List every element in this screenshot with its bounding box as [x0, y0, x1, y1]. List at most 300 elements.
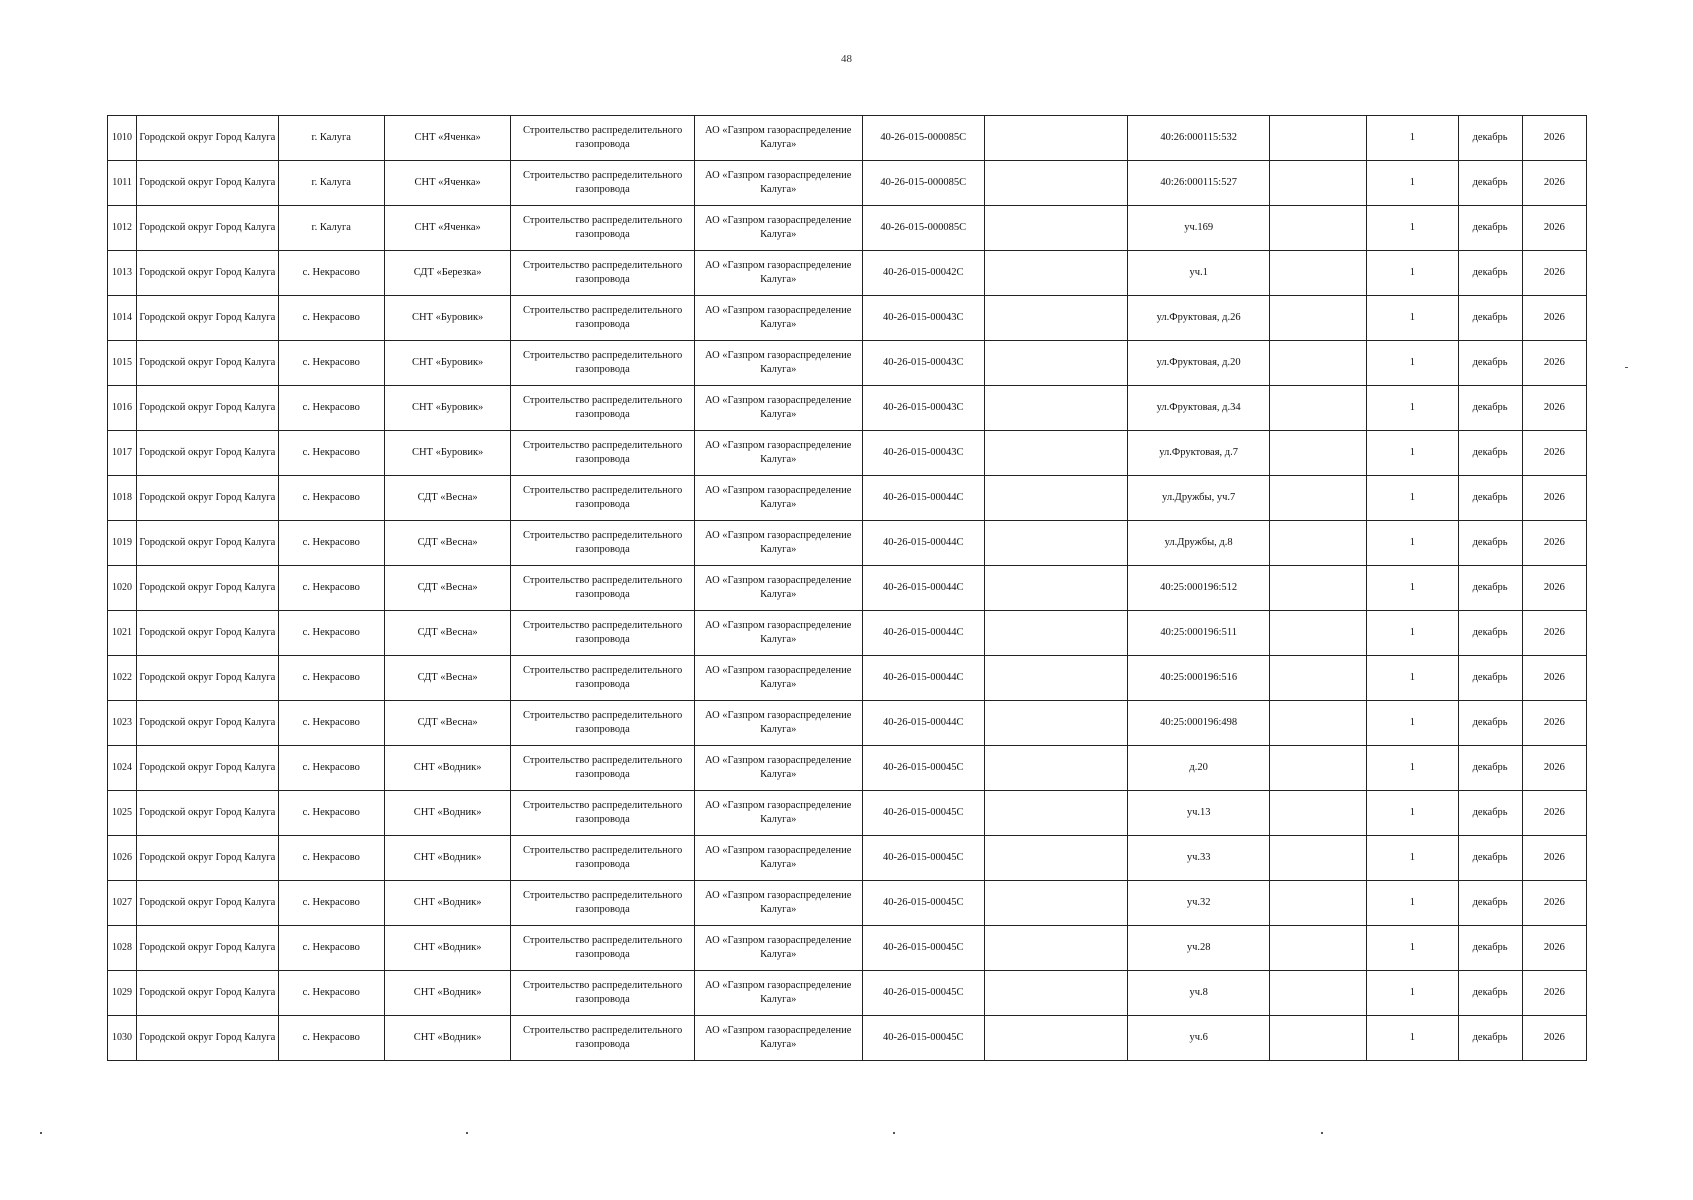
quantity-cell: 1	[1367, 251, 1458, 296]
object-code-cell: 40-26-015-00045С	[862, 926, 984, 971]
year-cell: 2026	[1522, 746, 1586, 791]
month-cell: декабрь	[1458, 881, 1522, 926]
object-cell: СДТ «Весна»	[384, 611, 510, 656]
row-number-cell: 1030	[108, 1016, 137, 1061]
year-cell: 2026	[1522, 161, 1586, 206]
locality-cell: с. Некрасово	[278, 341, 384, 386]
organization-cell: АО «Газпром газораспределение Калуга»	[694, 836, 862, 881]
table-row	[108, 836, 1587, 881]
empty-cell	[1269, 701, 1366, 746]
object-cell: СНТ «Буровик»	[384, 431, 510, 476]
address-cell: ул.Фруктовая, д.26	[1128, 296, 1269, 341]
address-cell: уч.33	[1128, 836, 1269, 881]
row-number-cell: 1022	[108, 656, 137, 701]
district-cell: Городской округ Город Калуга	[137, 971, 278, 1016]
work-type-cell: Строительство распределительного газопровода	[511, 656, 695, 701]
month-cell: декабрь	[1458, 566, 1522, 611]
quantity-cell: 1	[1367, 971, 1458, 1016]
work-type-cell: Строительство распределительного газопровода	[511, 431, 695, 476]
organization-cell: АО «Газпром газораспределение Калуга»	[694, 476, 862, 521]
object-cell: СДТ «Весна»	[384, 521, 510, 566]
empty-cell	[984, 431, 1127, 476]
table-row	[108, 521, 1587, 566]
object-code-cell: 40-26-015-000085С	[862, 206, 984, 251]
empty-cell	[984, 476, 1127, 521]
empty-cell	[984, 971, 1127, 1016]
organization-cell: АО «Газпром газораспределение Калуга»	[694, 1016, 862, 1061]
work-type-cell: Строительство распределительного газопровода	[511, 161, 695, 206]
table-row	[108, 971, 1587, 1016]
address-cell: ул.Фруктовая, д.34	[1128, 386, 1269, 431]
work-type-cell: Строительство распределительного газопровода	[511, 1016, 695, 1061]
organization-cell: АО «Газпром газораспределение Калуга»	[694, 431, 862, 476]
table-row	[108, 566, 1587, 611]
work-type-cell: Строительство распределительного газопровода	[511, 251, 695, 296]
year-cell: 2026	[1522, 386, 1586, 431]
district-cell: Городской округ Город Калуга	[137, 431, 278, 476]
locality-cell: с. Некрасово	[278, 431, 384, 476]
quantity-cell: 1	[1367, 701, 1458, 746]
object-code-cell: 40-26-015-000085С	[862, 116, 984, 161]
object-cell: СНТ «Водник»	[384, 836, 510, 881]
empty-cell	[1269, 341, 1366, 386]
year-cell: 2026	[1522, 431, 1586, 476]
row-number-cell: 1028	[108, 926, 137, 971]
district-cell: Городской округ Город Калуга	[137, 116, 278, 161]
district-cell: Городской округ Город Калуга	[137, 1016, 278, 1061]
object-code-cell: 40-26-015-000085С	[862, 161, 984, 206]
object-cell: СНТ «Яченка»	[384, 116, 510, 161]
empty-cell	[1269, 296, 1366, 341]
empty-cell	[984, 386, 1127, 431]
object-code-cell: 40-26-015-00043С	[862, 431, 984, 476]
object-cell: СДТ «Весна»	[384, 701, 510, 746]
address-cell: 40:26:000115:527	[1128, 161, 1269, 206]
table-row	[108, 206, 1587, 251]
year-cell: 2026	[1522, 881, 1586, 926]
locality-cell: г. Калуга	[278, 116, 384, 161]
object-cell: СДТ «Березка»	[384, 251, 510, 296]
row-number-cell: 1013	[108, 251, 137, 296]
address-cell: д.20	[1128, 746, 1269, 791]
address-cell: ул.Дружбы, д.8	[1128, 521, 1269, 566]
month-cell: декабрь	[1458, 926, 1522, 971]
object-code-cell: 40-26-015-00045С	[862, 791, 984, 836]
quantity-cell: 1	[1367, 791, 1458, 836]
organization-cell: АО «Газпром газораспределение Калуга»	[694, 926, 862, 971]
address-cell: 40:26:000115:532	[1128, 116, 1269, 161]
quantity-cell: 1	[1367, 296, 1458, 341]
work-type-cell: Строительство распределительного газопровода	[511, 791, 695, 836]
work-type-cell: Строительство распределительного газопровода	[511, 296, 695, 341]
organization-cell: АО «Газпром газораспределение Калуга»	[694, 116, 862, 161]
locality-cell: с. Некрасово	[278, 476, 384, 521]
empty-cell	[984, 791, 1127, 836]
work-type-cell: Строительство распределительного газопровода	[511, 116, 695, 161]
row-number-cell: 1026	[108, 836, 137, 881]
month-cell: декабрь	[1458, 521, 1522, 566]
object-cell: СНТ «Водник»	[384, 971, 510, 1016]
year-cell: 2026	[1522, 611, 1586, 656]
empty-cell	[1269, 161, 1366, 206]
empty-cell	[984, 116, 1127, 161]
table-row	[108, 926, 1587, 971]
organization-cell: АО «Газпром газораспределение Калуга»	[694, 746, 862, 791]
object-code-cell: 40-26-015-00042С	[862, 251, 984, 296]
table-row	[108, 386, 1587, 431]
month-cell: декабрь	[1458, 431, 1522, 476]
table-row	[108, 431, 1587, 476]
object-code-cell: 40-26-015-00045С	[862, 1016, 984, 1061]
address-cell: 40:25:000196:511	[1128, 611, 1269, 656]
empty-cell	[1269, 746, 1366, 791]
row-number-cell: 1015	[108, 341, 137, 386]
table-body	[108, 116, 1587, 1061]
object-code-cell: 40-26-015-00044С	[862, 521, 984, 566]
empty-cell	[1269, 476, 1366, 521]
empty-cell	[1269, 206, 1366, 251]
table-row	[108, 161, 1587, 206]
organization-cell: АО «Газпром газораспределение Калуга»	[694, 341, 862, 386]
empty-cell	[984, 701, 1127, 746]
district-cell: Городской округ Город Калуга	[137, 386, 278, 431]
empty-cell	[1269, 656, 1366, 701]
object-code-cell: 40-26-015-00044С	[862, 611, 984, 656]
object-code-cell: 40-26-015-00045С	[862, 881, 984, 926]
month-cell: декабрь	[1458, 611, 1522, 656]
empty-cell	[984, 611, 1127, 656]
locality-cell: с. Некрасово	[278, 701, 384, 746]
address-cell: уч.13	[1128, 791, 1269, 836]
district-cell: Городской округ Город Калуга	[137, 206, 278, 251]
object-code-cell: 40-26-015-00043С	[862, 341, 984, 386]
organization-cell: АО «Газпром газораспределение Калуга»	[694, 296, 862, 341]
object-cell: СНТ «Буровик»	[384, 386, 510, 431]
address-cell: 40:25:000196:498	[1128, 701, 1269, 746]
year-cell: 2026	[1522, 206, 1586, 251]
work-type-cell: Строительство распределительного газопровода	[511, 881, 695, 926]
district-cell: Городской округ Город Калуга	[137, 161, 278, 206]
quantity-cell: 1	[1367, 116, 1458, 161]
empty-cell	[984, 656, 1127, 701]
empty-cell	[984, 296, 1127, 341]
work-type-cell: Строительство распределительного газопровода	[511, 926, 695, 971]
organization-cell: АО «Газпром газораспределение Калуга»	[694, 206, 862, 251]
empty-cell	[984, 521, 1127, 566]
object-cell: СДТ «Весна»	[384, 656, 510, 701]
object-cell: СНТ «Яченка»	[384, 206, 510, 251]
empty-cell	[984, 251, 1127, 296]
district-cell: Городской округ Город Калуга	[137, 251, 278, 296]
empty-cell	[1269, 566, 1366, 611]
quantity-cell: 1	[1367, 1016, 1458, 1061]
empty-cell	[984, 881, 1127, 926]
district-cell: Городской округ Город Калуга	[137, 341, 278, 386]
organization-cell: АО «Газпром газораспределение Калуга»	[694, 161, 862, 206]
locality-cell: с. Некрасово	[278, 521, 384, 566]
locality-cell: с. Некрасово	[278, 971, 384, 1016]
table-row	[108, 611, 1587, 656]
row-number-cell: 1010	[108, 116, 137, 161]
empty-cell	[1269, 251, 1366, 296]
table-row	[108, 296, 1587, 341]
month-cell: декабрь	[1458, 341, 1522, 386]
object-code-cell: 40-26-015-00043С	[862, 296, 984, 341]
address-cell: уч.1	[1128, 251, 1269, 296]
year-cell: 2026	[1522, 116, 1586, 161]
address-cell: 40:25:000196:516	[1128, 656, 1269, 701]
organization-cell: АО «Газпром газораспределение Калуга»	[694, 251, 862, 296]
address-cell: уч.8	[1128, 971, 1269, 1016]
quantity-cell: 1	[1367, 611, 1458, 656]
work-type-cell: Строительство распределительного газопровода	[511, 836, 695, 881]
organization-cell: АО «Газпром газораспределение Калуга»	[694, 701, 862, 746]
object-cell: СНТ «Водник»	[384, 1016, 510, 1061]
month-cell: декабрь	[1458, 296, 1522, 341]
organization-cell: АО «Газпром газораспределение Калуга»	[694, 521, 862, 566]
quantity-cell: 1	[1367, 926, 1458, 971]
locality-cell: г. Калуга	[278, 161, 384, 206]
locality-cell: с. Некрасово	[278, 251, 384, 296]
table-row	[108, 881, 1587, 926]
quantity-cell: 1	[1367, 881, 1458, 926]
organization-cell: АО «Газпром газораспределение Калуга»	[694, 881, 862, 926]
object-cell: СНТ «Водник»	[384, 881, 510, 926]
month-cell: декабрь	[1458, 701, 1522, 746]
empty-cell	[1269, 386, 1366, 431]
month-cell: декабрь	[1458, 1016, 1522, 1061]
month-cell: декабрь	[1458, 836, 1522, 881]
quantity-cell: 1	[1367, 386, 1458, 431]
object-cell: СНТ «Водник»	[384, 791, 510, 836]
empty-cell	[984, 566, 1127, 611]
work-type-cell: Строительство распределительного газопровода	[511, 746, 695, 791]
object-cell: СНТ «Яченка»	[384, 161, 510, 206]
work-type-cell: Строительство распределительного газопровода	[511, 701, 695, 746]
page-number: 48	[841, 53, 852, 65]
year-cell: 2026	[1522, 476, 1586, 521]
district-cell: Городской округ Город Калуга	[137, 656, 278, 701]
work-type-cell: Строительство распределительного газопровода	[511, 971, 695, 1016]
work-type-cell: Строительство распределительного газопровода	[511, 206, 695, 251]
year-cell: 2026	[1522, 566, 1586, 611]
table-row	[108, 341, 1587, 386]
object-cell: СНТ «Буровик»	[384, 341, 510, 386]
month-cell: декабрь	[1458, 476, 1522, 521]
district-cell: Городской округ Город Калуга	[137, 611, 278, 656]
address-cell: ул.Фруктовая, д.20	[1128, 341, 1269, 386]
table-row	[108, 656, 1587, 701]
empty-cell	[1269, 1016, 1366, 1061]
row-number-cell: 1020	[108, 566, 137, 611]
object-code-cell: 40-26-015-00044С	[862, 701, 984, 746]
empty-cell	[984, 836, 1127, 881]
month-cell: декабрь	[1458, 206, 1522, 251]
empty-cell	[1269, 881, 1366, 926]
scan-speck	[1321, 1132, 1323, 1134]
row-number-cell: 1023	[108, 701, 137, 746]
row-number-cell: 1017	[108, 431, 137, 476]
empty-cell	[1269, 521, 1366, 566]
district-cell: Городской округ Город Калуга	[137, 746, 278, 791]
year-cell: 2026	[1522, 836, 1586, 881]
work-type-cell: Строительство распределительного газопровода	[511, 476, 695, 521]
address-cell: ул.Дружбы, уч.7	[1128, 476, 1269, 521]
address-cell: уч.6	[1128, 1016, 1269, 1061]
table-row	[108, 116, 1587, 161]
object-code-cell: 40-26-015-00045С	[862, 971, 984, 1016]
empty-cell	[984, 206, 1127, 251]
object-code-cell: 40-26-015-00044С	[862, 566, 984, 611]
scan-speck	[40, 1132, 42, 1134]
object-cell: СНТ «Водник»	[384, 926, 510, 971]
object-code-cell: 40-26-015-00044С	[862, 656, 984, 701]
quantity-cell: 1	[1367, 836, 1458, 881]
empty-cell	[984, 926, 1127, 971]
row-number-cell: 1014	[108, 296, 137, 341]
work-type-cell: Строительство распределительного газопровода	[511, 566, 695, 611]
row-number-cell: 1024	[108, 746, 137, 791]
year-cell: 2026	[1522, 656, 1586, 701]
table-row	[108, 251, 1587, 296]
empty-cell	[1269, 836, 1366, 881]
work-type-cell: Строительство распределительного газопровода	[511, 611, 695, 656]
month-cell: декабрь	[1458, 386, 1522, 431]
work-type-cell: Строительство распределительного газопровода	[511, 386, 695, 431]
month-cell: декабрь	[1458, 116, 1522, 161]
district-cell: Городской округ Город Калуга	[137, 566, 278, 611]
month-cell: декабрь	[1458, 251, 1522, 296]
month-cell: декабрь	[1458, 791, 1522, 836]
quantity-cell: 1	[1367, 161, 1458, 206]
quantity-cell: 1	[1367, 521, 1458, 566]
locality-cell: с. Некрасово	[278, 296, 384, 341]
year-cell: 2026	[1522, 926, 1586, 971]
quantity-cell: 1	[1367, 566, 1458, 611]
empty-cell	[1269, 791, 1366, 836]
locality-cell: с. Некрасово	[278, 791, 384, 836]
row-number-cell: 1018	[108, 476, 137, 521]
address-cell: уч.169	[1128, 206, 1269, 251]
object-cell: СДТ «Весна»	[384, 476, 510, 521]
empty-cell	[1269, 611, 1366, 656]
month-cell: декабрь	[1458, 161, 1522, 206]
year-cell: 2026	[1522, 791, 1586, 836]
district-cell: Городской округ Город Калуга	[137, 701, 278, 746]
quantity-cell: 1	[1367, 476, 1458, 521]
year-cell: 2026	[1522, 1016, 1586, 1061]
object-code-cell: 40-26-015-00044С	[862, 476, 984, 521]
scan-speck	[1625, 367, 1628, 368]
year-cell: 2026	[1522, 296, 1586, 341]
work-type-cell: Строительство распределительного газопровода	[511, 341, 695, 386]
table-row	[108, 1016, 1587, 1061]
row-number-cell: 1027	[108, 881, 137, 926]
locality-cell: с. Некрасово	[278, 746, 384, 791]
row-number-cell: 1016	[108, 386, 137, 431]
locality-cell: с. Некрасово	[278, 386, 384, 431]
quantity-cell: 1	[1367, 341, 1458, 386]
gasification-register-table	[107, 115, 1587, 1061]
empty-cell	[1269, 116, 1366, 161]
year-cell: 2026	[1522, 521, 1586, 566]
empty-cell	[1269, 431, 1366, 476]
address-cell: уч.32	[1128, 881, 1269, 926]
year-cell: 2026	[1522, 971, 1586, 1016]
year-cell: 2026	[1522, 341, 1586, 386]
address-cell: уч.28	[1128, 926, 1269, 971]
table-row	[108, 701, 1587, 746]
year-cell: 2026	[1522, 701, 1586, 746]
work-type-cell: Строительство распределительного газопровода	[511, 521, 695, 566]
row-number-cell: 1029	[108, 971, 137, 1016]
locality-cell: с. Некрасово	[278, 836, 384, 881]
row-number-cell: 1012	[108, 206, 137, 251]
locality-cell: с. Некрасово	[278, 881, 384, 926]
organization-cell: АО «Газпром газораспределение Калуга»	[694, 386, 862, 431]
month-cell: декабрь	[1458, 971, 1522, 1016]
locality-cell: с. Некрасово	[278, 566, 384, 611]
district-cell: Городской округ Город Калуга	[137, 836, 278, 881]
organization-cell: АО «Газпром газораспределение Калуга»	[694, 656, 862, 701]
row-number-cell: 1025	[108, 791, 137, 836]
locality-cell: г. Калуга	[278, 206, 384, 251]
month-cell: декабрь	[1458, 746, 1522, 791]
organization-cell: АО «Газпром газораспределение Калуга»	[694, 566, 862, 611]
district-cell: Городской округ Город Калуга	[137, 926, 278, 971]
row-number-cell: 1021	[108, 611, 137, 656]
locality-cell: с. Некрасово	[278, 1016, 384, 1061]
object-code-cell: 40-26-015-00043С	[862, 386, 984, 431]
table-row	[108, 476, 1587, 521]
month-cell: декабрь	[1458, 656, 1522, 701]
empty-cell	[984, 161, 1127, 206]
scan-speck	[466, 1132, 468, 1134]
object-cell: СНТ «Водник»	[384, 746, 510, 791]
row-number-cell: 1011	[108, 161, 137, 206]
year-cell: 2026	[1522, 251, 1586, 296]
table-row	[108, 746, 1587, 791]
scan-speck	[893, 1132, 895, 1134]
quantity-cell: 1	[1367, 431, 1458, 476]
object-code-cell: 40-26-015-00045С	[862, 836, 984, 881]
locality-cell: с. Некрасово	[278, 656, 384, 701]
district-cell: Городской округ Город Калуга	[137, 476, 278, 521]
organization-cell: АО «Газпром газораспределение Калуга»	[694, 971, 862, 1016]
empty-cell	[984, 341, 1127, 386]
address-cell: ул.Фруктовая, д.7	[1128, 431, 1269, 476]
row-number-cell: 1019	[108, 521, 137, 566]
district-cell: Городской округ Город Калуга	[137, 296, 278, 341]
empty-cell	[1269, 971, 1366, 1016]
quantity-cell: 1	[1367, 656, 1458, 701]
organization-cell: АО «Газпром газораспределение Калуга»	[694, 791, 862, 836]
quantity-cell: 1	[1367, 206, 1458, 251]
quantity-cell: 1	[1367, 746, 1458, 791]
district-cell: Городской округ Город Калуга	[137, 881, 278, 926]
locality-cell: с. Некрасово	[278, 611, 384, 656]
object-cell: СНТ «Буровик»	[384, 296, 510, 341]
locality-cell: с. Некрасово	[278, 926, 384, 971]
table-row	[108, 791, 1587, 836]
empty-cell	[984, 746, 1127, 791]
district-cell: Городской округ Город Калуга	[137, 791, 278, 836]
object-cell: СДТ «Весна»	[384, 566, 510, 611]
district-cell: Городской округ Город Калуга	[137, 521, 278, 566]
object-code-cell: 40-26-015-00045С	[862, 746, 984, 791]
empty-cell	[984, 1016, 1127, 1061]
empty-cell	[1269, 926, 1366, 971]
